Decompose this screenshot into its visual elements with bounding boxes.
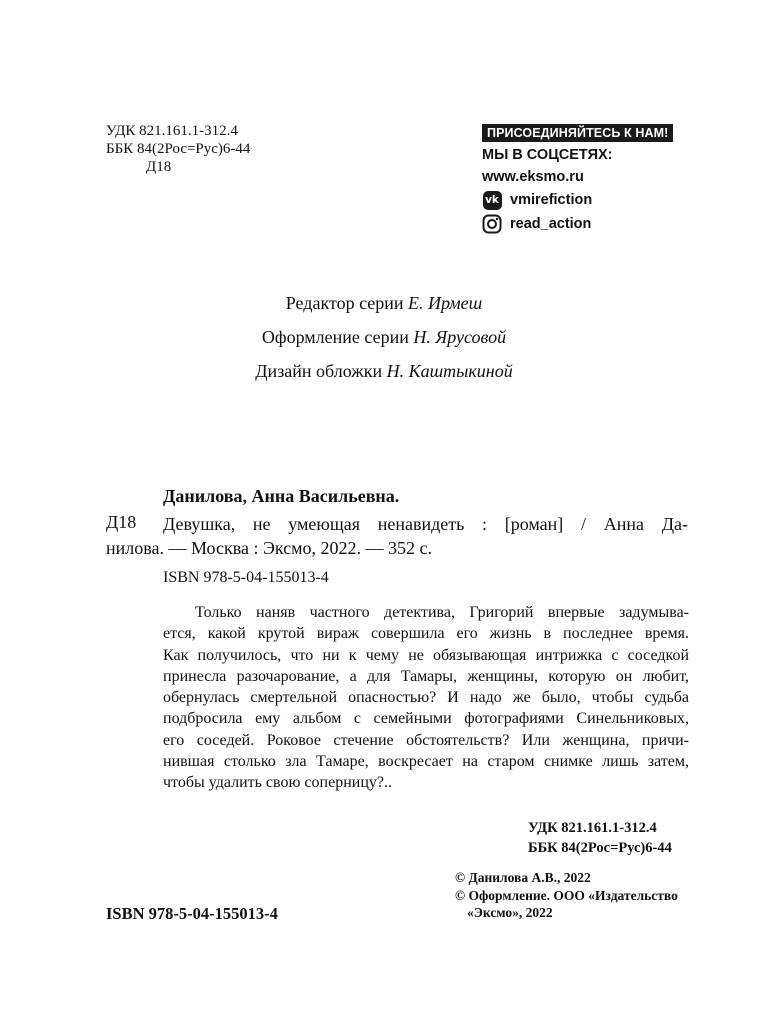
annotation-line: нившая столько зла Тамаре, воскресает на старом снимке лишь затем, — [163, 753, 689, 771]
catalog-author: Данилова, Анна Васильевна. — [163, 486, 400, 506]
series-design-line — [0, 320, 768, 354]
credits-block — [0, 286, 768, 388]
annotation-line: чтобы удалить свою соперницу?.. — [163, 774, 392, 792]
social-subtitle: МЫ В СОЦСЕТЯХ: — [482, 147, 613, 163]
annotation-line: его соседей. Роковое стечение обстоятельств? Или женщина, причи- — [163, 731, 689, 749]
annotation-line: ется, какой крутой вираж совершила его жизнь в последнее время. — [163, 625, 689, 643]
annotation-text — [163, 602, 689, 794]
annotation-line: Только наняв частного детектива, Григорий впервые задумыва- — [195, 604, 689, 621]
instagram-row[interactable] — [482, 212, 673, 236]
vk-row[interactable] — [482, 188, 673, 212]
bbk-code: ББК 84(2Рос=Рус)6-44 — [106, 141, 251, 157]
udk-block-right — [528, 818, 672, 858]
author-mark: Д18 — [146, 159, 172, 175]
isbn-bottom: ISBN 978-5-04-155013-4 — [106, 904, 278, 923]
copyright-block — [455, 869, 678, 922]
copyright-design-2: «Эксмо», 2022 — [467, 905, 553, 920]
bbk-code-right: ББК 84(2Рос=Рус)6-44 — [528, 840, 672, 856]
catalog-title-line-1: Девушка, не умеющая ненавидеть : [роман] / Анна Да- — [163, 514, 688, 534]
annotation-line: принесла разочарование, а для Тамары, женщины, которую он любит, — [163, 667, 689, 685]
copyright-author: © Данилова А.В., 2022 — [455, 870, 591, 885]
annotation-line: Как получилось, что ни к чему не обязывающая интрижка с соседкой — [163, 646, 689, 664]
vk-handle[interactable]: vmirefiction — [510, 192, 593, 208]
join-banner: ПРИСОЕДИНЯЙТЕСЬ К НАМ! — [482, 124, 673, 142]
catalog-title-line-2: нилова. — Москва : Эксмо, 2022. — 352 с. — [106, 538, 433, 558]
cover-design-line — [0, 354, 768, 388]
website-link[interactable]: www.eksmo.ru — [482, 169, 584, 185]
udk-code-right: УДК 821.161.1-312.4 — [528, 820, 657, 836]
series-design-label: Оформление серии — [261, 327, 409, 347]
social-block — [482, 124, 673, 236]
copyright-design-1: © Оформление. ООО «Издательство — [455, 887, 678, 903]
instagram-handle[interactable]: read_action — [510, 216, 592, 232]
series-design-name: Н. Ярусовой — [413, 327, 507, 347]
udk-block-top — [106, 122, 250, 176]
cover-design-label: Дизайн обложки — [255, 361, 383, 381]
series-editor-line — [0, 286, 768, 320]
udk-code: УДК 821.161.1-312.4 — [106, 123, 238, 139]
series-editor-name: Е. Ирмеш — [408, 293, 483, 313]
annotation-line: обернулась смертельной опасностью? И надо же было, чтобы судьба — [163, 689, 689, 707]
vk-icon: vk — [482, 190, 502, 210]
instagram-icon — [482, 214, 502, 234]
annotation-line: подбросила ему альбом с семейными фотографиями Синельниковых, — [163, 710, 689, 728]
catalog-title — [106, 512, 688, 560]
cover-design-name: Н. Каштыкиной — [386, 361, 513, 381]
catalog-code: Д18 — [106, 512, 137, 532]
series-editor-label: Редактор серии — [285, 293, 404, 313]
catalog-isbn: ISBN 978-5-04-155013-4 — [163, 569, 329, 586]
